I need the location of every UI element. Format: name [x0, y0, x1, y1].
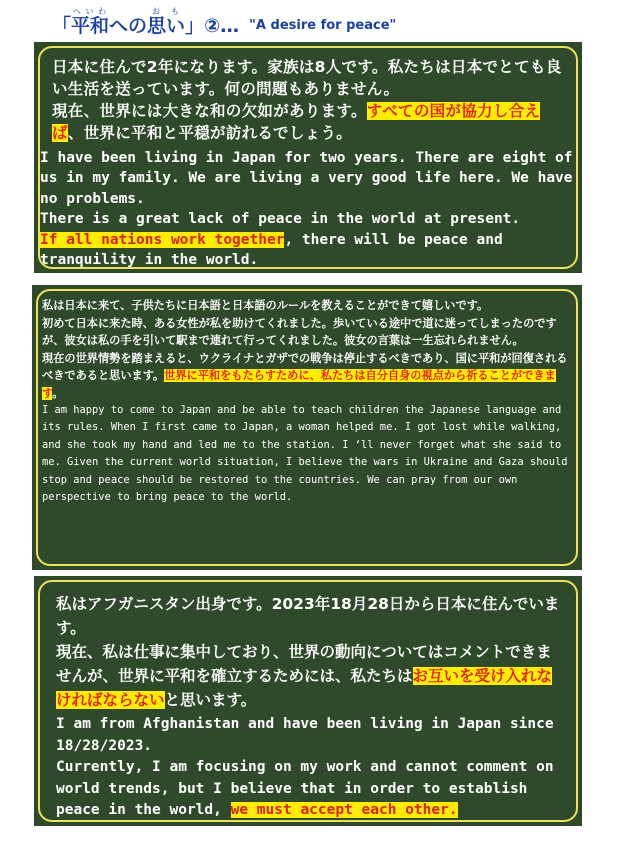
board-content [40, 48, 576, 270]
japanese-message: 私は日本に来て、子供たちに日本語と日本語のルールを教えることができて嬉しいです。 初めて日本に来た時、ある女性が私を助けてくれました。歩いている途中で道に迷ってしまったのですが、彼女は私の手を引いて駅まで連れて行ってくれました。彼女の言葉は一生忘れられません。 現在の世界情勢を踏まえると、ウクライナとガザでの戦争は停止するべきであり、国に平和が回復されるべきであると思います。世界に平和をもたらすために、私たちは自分自身の視点から祈ることができます。 [42, 299, 568, 400]
page-title [52, 4, 396, 40]
japanese-message: 日本に住んで2年になります。家族は8人です。私たちは日本でとても良い生活を送っています。何の問題もありません。 現在、世界には大きな和の欠如があります。すべての国が協力し合えば、世界に平和と平穏が訪れるでしょう。 [52, 58, 562, 142]
title-particle: への [109, 15, 148, 37]
title-close: 」②… [185, 15, 240, 37]
japanese-message: 私はアフガニスタン出身です。2023年18月28日から日本に住んでいます。 現在、私は仕事に集中しており、世界の動向についてはコメントできませんが、世界に平和を確立するためには、私たちはお互いを受け入れなければならないと思います。 [56, 595, 560, 709]
title-ruby-heiwa: へいわ [71, 7, 110, 16]
board-content [40, 582, 576, 822]
title-word-heiwa: 平和へいわ [71, 7, 110, 37]
english-message: I have been living in Japan for two years. There are eight of us in my family. We are living a very good life here. We have no problems. There is a great lack of peace in the world at present. If all nations work together, there will be peace and tranquility in the world. [40, 150, 573, 269]
title-word-omoi: 思いおも [147, 7, 186, 37]
message-board-2 [32, 285, 582, 570]
title-open-bracket: 「 [52, 15, 72, 37]
english-message: I am from Afghanistan and have been living in Japan since 18/28/2023. Currently, I am focusing on my work and cannot comment on world trends, but I believe that in order to establish peace in the world, we must accept each other. [56, 716, 554, 818]
highlight-en: we must accept each other. [230, 802, 458, 818]
highlight-en: If all nations work together [40, 231, 285, 248]
board-content [38, 291, 576, 506]
highlight-ja: お互いを受け入れなければならない [56, 667, 553, 709]
title-ruby-omoi: おも [147, 7, 186, 16]
highlight-ja: 世界に平和をもたらすために、私たちは自分自身の視点から祈ることができます [42, 369, 556, 400]
english-message: I am happy to come to Japan and be able to teach children the Japanese language and its rules. When I first came to Japan, a woman helped me. I got lost while walking, and she took my hand and led me to the station. I ‘ll never forget what she said to me. Given the current world situation, I believe the wars in Ukraine and Gaza should stop and peace should be restored to the countries. We can pray from our own perspective to bring peace to the world. [42, 404, 568, 504]
title-english: "A desire for peace" [249, 18, 397, 33]
message-board-1 [34, 42, 582, 273]
highlight-ja: すべての国が協力し合えば [52, 102, 541, 142]
message-board-3 [34, 576, 582, 826]
